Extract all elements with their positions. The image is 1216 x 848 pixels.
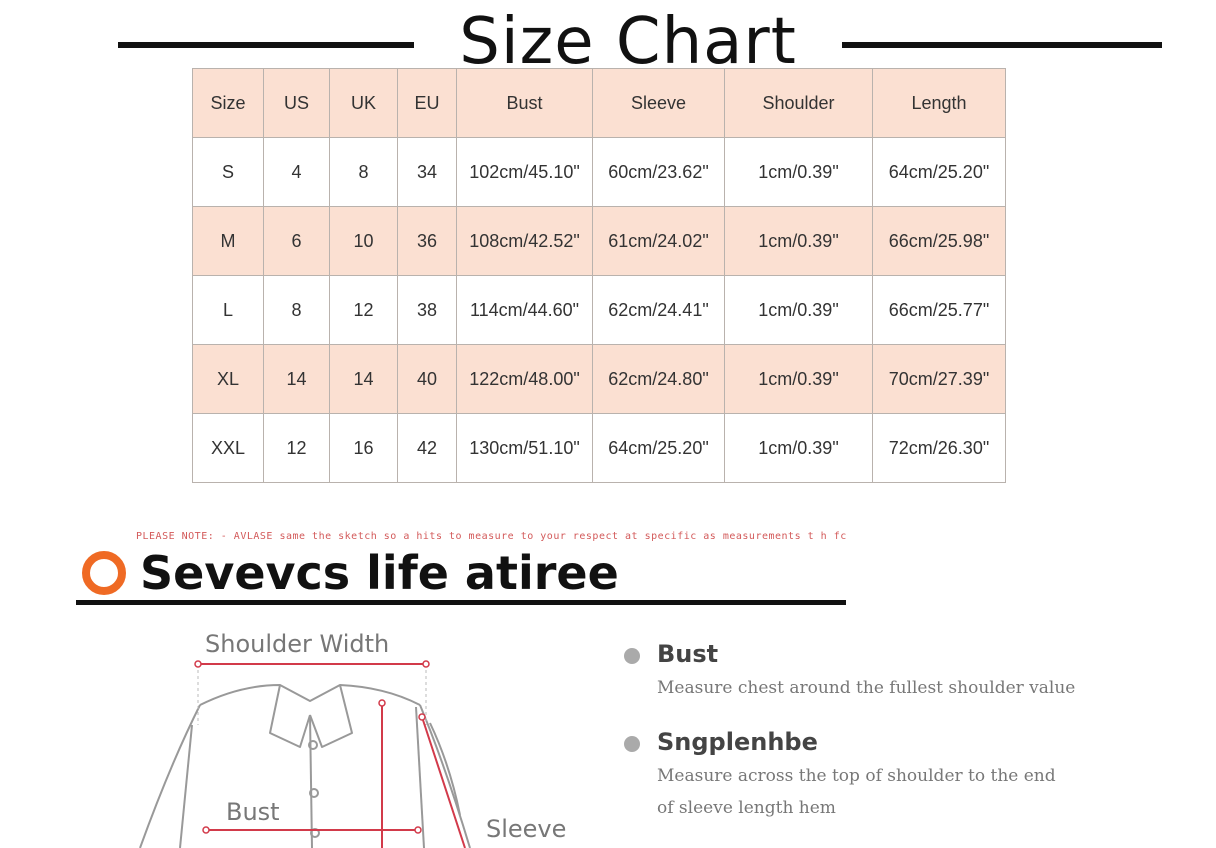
legend-description: Measure chest around the fullest shoulder value <box>657 678 1076 698</box>
table-cell: XL <box>193 345 264 414</box>
table-cell: 14 <box>330 345 398 414</box>
table-cell: 42 <box>398 414 457 483</box>
table-cell: 6 <box>264 207 330 276</box>
column-header: US <box>264 69 330 138</box>
table-cell: 16 <box>330 414 398 483</box>
table-cell: 66cm/25.98" <box>873 207 1006 276</box>
bust-label: Bust <box>226 798 280 826</box>
measurement-note: PLEASE NOTE: - AVLASE same the sketch so a hits to measure to your respect at specific as measurements t h fc <box>136 531 847 542</box>
sleeve-measure-line <box>422 717 465 848</box>
table-cell: 1cm/0.39" <box>725 138 873 207</box>
table-header-row <box>193 69 1006 138</box>
legend-item-bust <box>622 636 1182 724</box>
table-cell: 72cm/26.30" <box>873 414 1006 483</box>
table-cell: 38 <box>398 276 457 345</box>
table-row <box>193 276 1006 345</box>
column-header: UK <box>330 69 398 138</box>
table-row <box>193 345 1006 414</box>
title-rule-left <box>118 42 414 48</box>
table-cell: 64cm/25.20" <box>873 138 1006 207</box>
legend-title: Bust <box>657 640 719 668</box>
table-row <box>193 207 1006 276</box>
table-cell: 4 <box>264 138 330 207</box>
column-header: Size <box>193 69 264 138</box>
page-title: Size Chart <box>459 5 797 64</box>
table-cell: 62cm/24.80" <box>593 345 725 414</box>
table-cell: 8 <box>330 138 398 207</box>
ring-bullet-icon <box>82 551 126 595</box>
column-header: Sleeve <box>593 69 725 138</box>
legend-description: of sleeve length hem <box>657 798 836 818</box>
legend-description: Measure across the top of shoulder to the end <box>657 766 1056 786</box>
table-cell: 1cm/0.39" <box>725 414 873 483</box>
table-row <box>193 138 1006 207</box>
table-cell: 10 <box>330 207 398 276</box>
table-cell: 12 <box>330 276 398 345</box>
shirt-measurement-diagram <box>130 615 600 848</box>
title-rule-right <box>842 42 1162 48</box>
legend-title: Sngplenhbe <box>657 728 818 756</box>
measurement-legend <box>622 636 1182 824</box>
shirt-outline-icon <box>140 685 470 848</box>
table-cell: 108cm/42.52" <box>457 207 593 276</box>
table-cell: S <box>193 138 264 207</box>
bullet-icon <box>624 736 640 752</box>
table-cell: 1cm/0.39" <box>725 207 873 276</box>
shoulder-width-label: Shoulder Width <box>205 630 390 658</box>
table-cell: 8 <box>264 276 330 345</box>
table-cell: L <box>193 276 264 345</box>
table-cell: 34 <box>398 138 457 207</box>
table-cell: 12 <box>264 414 330 483</box>
table-cell: 62cm/24.41" <box>593 276 725 345</box>
section-title: Sevevcs life atiree <box>140 546 619 600</box>
table-cell: 1cm/0.39" <box>725 345 873 414</box>
section-rule <box>76 600 846 605</box>
table-cell: 102cm/45.10" <box>457 138 593 207</box>
table-cell: 60cm/23.62" <box>593 138 725 207</box>
table-cell: 122cm/48.00" <box>457 345 593 414</box>
table-cell: 66cm/25.77" <box>873 276 1006 345</box>
table-cell: 130cm/51.10" <box>457 414 593 483</box>
table-cell: 1cm/0.39" <box>725 276 873 345</box>
column-header: Shoulder <box>725 69 873 138</box>
table-cell: 70cm/27.39" <box>873 345 1006 414</box>
bullet-icon <box>624 648 640 664</box>
table-cell: XXL <box>193 414 264 483</box>
column-header: Bust <box>457 69 593 138</box>
table-row <box>193 414 1006 483</box>
column-header: EU <box>398 69 457 138</box>
size-chart-table <box>192 68 1006 483</box>
sleeve-label: Sleeve <box>486 815 567 843</box>
table-cell: 61cm/24.02" <box>593 207 725 276</box>
legend-item-sleeve <box>622 724 1182 824</box>
table-cell: M <box>193 207 264 276</box>
table-cell: 40 <box>398 345 457 414</box>
table-cell: 14 <box>264 345 330 414</box>
table-cell: 36 <box>398 207 457 276</box>
table-cell: 64cm/25.20" <box>593 414 725 483</box>
column-header: Length <box>873 69 1006 138</box>
table-cell: 114cm/44.60" <box>457 276 593 345</box>
